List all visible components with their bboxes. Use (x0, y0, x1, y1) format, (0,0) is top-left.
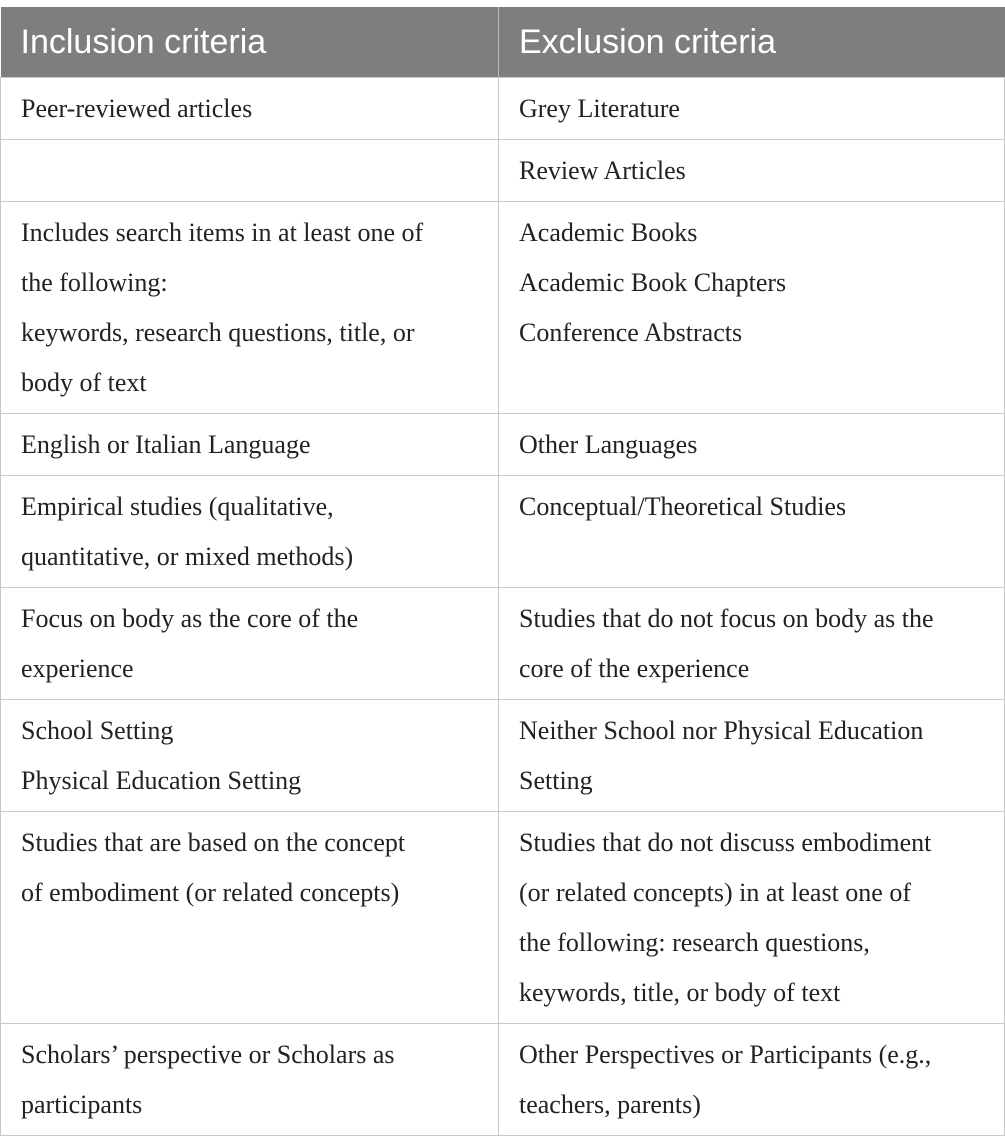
inclusion-cell (1, 588, 499, 700)
inclusion-text-line: experience (21, 654, 134, 683)
inclusion-cell (1, 414, 499, 476)
header-inclusion: Inclusion criteria (1, 7, 499, 78)
inclusion-cell (1, 812, 499, 1024)
inclusion-cell (1, 1024, 499, 1136)
inclusion-text-line: quantitative, or mixed methods) (21, 542, 354, 571)
table-row (1, 140, 1005, 202)
exclusion-text-line: Academic Books (519, 218, 698, 247)
table-row (1, 588, 1005, 700)
inclusion-text-line: Scholars’ perspective or Scholars as (21, 1040, 395, 1069)
exclusion-cell (499, 140, 1005, 202)
inclusion-text-line: School Setting (21, 716, 174, 745)
exclusion-cell (499, 78, 1005, 140)
exclusion-text-line: (or related concepts) in at least one of (519, 878, 911, 907)
inclusion-cell (1, 78, 499, 140)
exclusion-text-line: core of the experience (519, 654, 750, 683)
exclusion-cell (499, 1024, 1005, 1136)
exclusion-cell (499, 588, 1005, 700)
exclusion-cell (499, 476, 1005, 588)
exclusion-text-line: the following: research questions, (519, 928, 870, 957)
exclusion-text-line: Other Perspectives or Participants (e.g., (519, 1040, 932, 1069)
exclusion-text-line: Setting (519, 766, 593, 795)
table-row (1, 476, 1005, 588)
inclusion-text-line: Includes search items in at least one of (21, 218, 424, 247)
inclusion-text-line: body of text (21, 368, 147, 397)
exclusion-text-line: Conference Abstracts (519, 318, 743, 347)
criteria-table (0, 7, 1005, 1136)
exclusion-text-line: Review Articles (519, 156, 686, 185)
exclusion-text-line: Grey Literature (519, 94, 680, 123)
table-header (1, 7, 1005, 78)
inclusion-text-line: Physical Education Setting (21, 766, 302, 795)
inclusion-text-line: keywords, research questions, title, or (21, 318, 415, 347)
exclusion-cell (499, 414, 1005, 476)
exclusion-text-line: Academic Book Chapters (519, 268, 787, 297)
exclusion-text-line: Neither School nor Physical Education (519, 716, 924, 745)
exclusion-cell (499, 202, 1005, 414)
inclusion-cell (1, 140, 499, 202)
table-row (1, 202, 1005, 414)
table-row (1, 78, 1005, 140)
inclusion-text-line: Studies that are based on the concept (21, 828, 406, 857)
inclusion-text-line: the following: (21, 268, 168, 297)
exclusion-text-line: Studies that do not focus on body as the (519, 604, 934, 633)
inclusion-text-line: English or Italian Language (21, 430, 311, 459)
exclusion-text-line: Conceptual/Theoretical Studies (519, 492, 847, 521)
table-row (1, 812, 1005, 1024)
inclusion-text-line: Peer-reviewed articles (21, 94, 253, 123)
inclusion-cell (1, 202, 499, 414)
inclusion-text-line: Focus on body as the core of the (21, 604, 359, 633)
inclusion-text-line: of embodiment (or related concepts) (21, 878, 400, 907)
table-row (1, 414, 1005, 476)
exclusion-cell (499, 812, 1005, 1024)
exclusion-text-line: teachers, parents) (519, 1090, 701, 1119)
exclusion-text-line: Studies that do not discuss embodiment (519, 828, 932, 857)
inclusion-text-line: Empirical studies (qualitative, (21, 492, 334, 521)
inclusion-cell (1, 700, 499, 812)
header-row (1, 7, 1005, 78)
header-exclusion: Exclusion criteria (499, 7, 1005, 78)
exclusion-text-line: keywords, title, or body of text (519, 978, 841, 1007)
exclusion-text-line: Other Languages (519, 430, 698, 459)
table-row (1, 700, 1005, 812)
table-body (1, 78, 1005, 1136)
exclusion-cell (499, 700, 1005, 812)
table-row (1, 1024, 1005, 1136)
criteria-table-container (0, 7, 1004, 1136)
inclusion-text-line: participants (21, 1090, 143, 1119)
inclusion-cell (1, 476, 499, 588)
